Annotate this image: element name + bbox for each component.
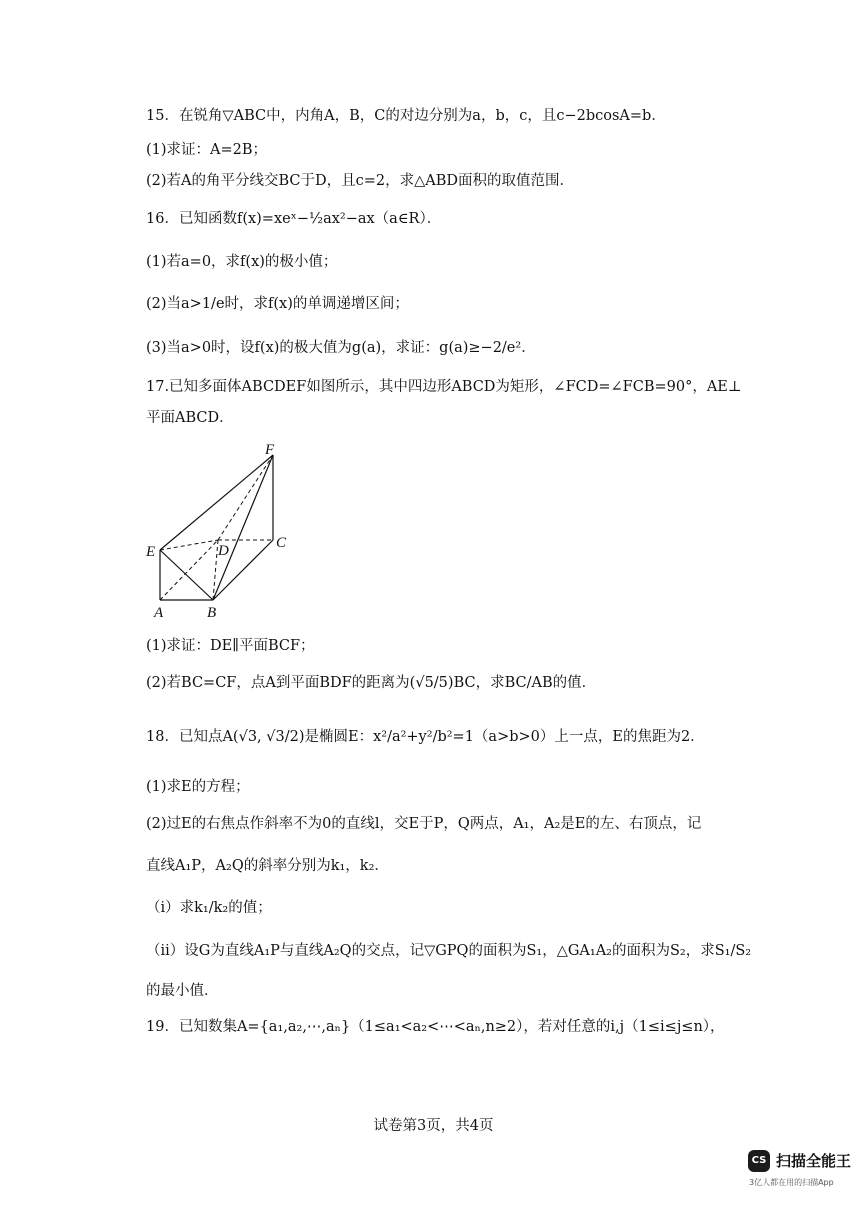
camscanner-logo: CS [748,1150,770,1172]
camscanner-tagline: 3亿人都在用的扫描App [749,1178,834,1187]
q16-part3: (3)当a>0时，设f(x)的极大值为g(a)，求证：g(a)≥−2/e²． [146,340,536,356]
label-b: B [207,605,217,621]
camscanner-name: 扫描全能王 [776,1152,852,1170]
q18-stem: 18．已知点A(√3, √3/2)是椭圆E：x²/a²+y²/b²=1（a>b>0）上一点，E的焦距为2． [146,729,705,745]
edge-bf [213,455,273,600]
label-e: E [146,544,156,560]
q18-part2: (2)过E的右焦点作斜率不为0的直线l，交E于P，Q两点，A₁，A₂是E的左、右顶点，记 [146,816,702,832]
q18-part2-cont: 直线A₁P，A₂Q的斜率分别为k₁，k₂． [146,858,389,874]
q16-stem: 16．已知函数f(x)=xeˣ−½ax²−ax（a∈R）． [146,211,442,227]
label-f: F [265,442,275,458]
q18-part1: (1)求E的方程； [146,779,250,795]
q15-stem: 15．在锐角▽ABC中，内角A，B，C的对边分别为a，b，c，且c−2bcosA=b． [146,108,666,124]
q18-sub-ii: （ii）设G为直线A₁P与直线A₂Q的交点，记▽GPQ的面积为S₁，△GA₁A₂的面积为S₂，求S₁/S₂ [146,943,752,959]
edge-ef [160,455,273,550]
q15-part2: (2)若A的角平分线交BC于D，且c=2，求△ABD面积的取值范围． [146,173,575,189]
q17-stem-cont: 平面ABCD． [146,410,234,426]
q15-part1: (1)求证：A=2B； [146,142,268,158]
q16-part2: (2)当a>1/e时，求f(x)的单调递增区间； [146,296,409,312]
label-c: C [276,535,287,551]
polyhedron-figure [140,440,300,622]
q18-sub-i: （i）求k₁/k₂的值； [146,900,272,916]
q17-part2: (2)若BC=CF，点A到平面BDF的距离为(√5/5)BC，求BC/AB的值． [146,675,597,691]
q17-part1: (1)求证：DE∥平面BCF； [146,638,315,654]
q16-part1: (1)若a=0，求f(x)的极小值； [146,254,338,270]
q18-sub-ii-cont: 的最小值． [146,983,219,999]
label-a: A [154,605,164,621]
q19-stem: 19．已知数集A={a₁,a₂,⋯,aₙ}（1≤a₁<a₂<⋯<aₙ,n≥2），若对任意的i,j（1≤i≤j≤n）， [146,1019,725,1035]
page-footer: 试卷第3页，共4页 [373,1118,494,1134]
edge-df [218,455,273,540]
q17-stem: 17.已知多面体ABCDEF如图所示，其中四边形ABCD为矩形，∠FCD=∠FCB=90°，AE⊥ [146,379,742,395]
label-d: D [218,543,229,559]
edge-eb [160,550,213,600]
